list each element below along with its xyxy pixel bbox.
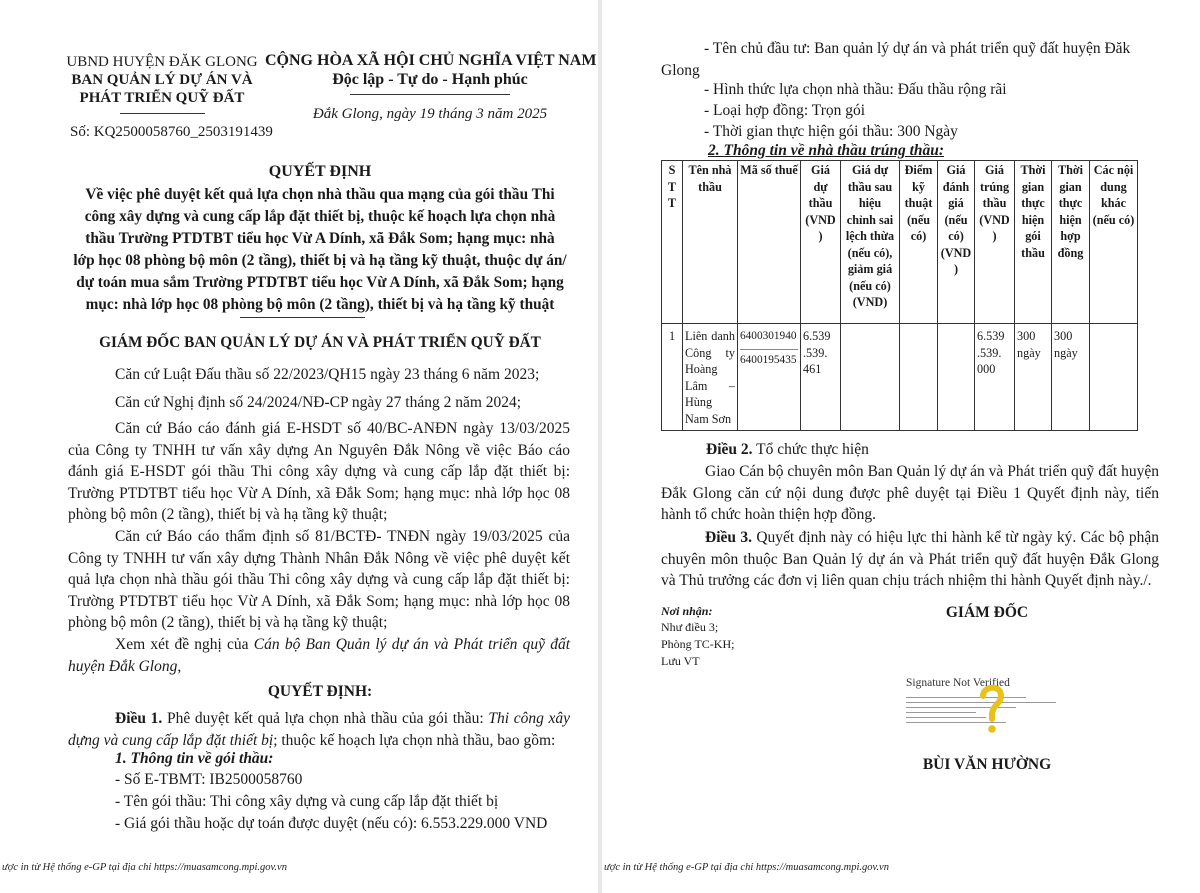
signer-title: GIÁM ĐỐC [945, 604, 1029, 621]
recipients-label: Nơi nhận: [661, 604, 713, 618]
column-header: Tên nhà thầu [683, 161, 738, 324]
tax-code-2: 6400195435 [740, 353, 797, 366]
recipient: Lưu VT [661, 654, 700, 668]
column-header: Giá dự thầu sau hiệu chỉnh sai lệch thừa (nếu có), giảm giá (nếu có) (VND) [841, 161, 900, 324]
legal-basis-decree: Căn cứ Nghị định số 24/2024/NĐ-CP ngày 27 tháng 2 năm 2024; [115, 394, 522, 411]
signature-status: Signature Not Verified [906, 677, 1010, 689]
article-1-text-end: ; thuộc kế hoạch lựa chọn nhà thầu, bao gồm: [273, 731, 556, 749]
column-header: S T T [662, 161, 683, 324]
selection-method: - Hình thức lựa chọn nhà thầu: Đấu thầu rộng rãi [704, 81, 1007, 98]
issue-date: Đắk Glong, ngày 19 tháng 3 năm 2025 [312, 106, 548, 122]
investor-name: - Tên chủ đầu tư: Ban quản lý dự án và phát triển quỹ đất huyện Đăk [704, 40, 1131, 57]
cell-other [1090, 324, 1138, 431]
package-price: - Giá gói thầu hoặc dự toán được duyệt (nếu có): 6.553.229.000 VND [115, 815, 548, 832]
contract-type: - Loại hợp đồng: Trọn gói [704, 102, 866, 119]
article-3-label: Điều 3. [705, 529, 752, 546]
subject-line: thầu Trường PTDTBT tiểu học Vừ A Dính, xã Đắk Som; hạng mục: nhà [85, 230, 555, 247]
article-1-label: Điều 1. [115, 710, 163, 727]
cell-contract-duration: 300 ngày [1052, 324, 1090, 431]
tax-code-1: 6400301940 [740, 330, 797, 342]
legal-basis-law: Căn cứ Luật Đấu thầu số 22/2023/QH15 ngày 23 tháng 6 năm 2023; [115, 366, 540, 383]
header-left-divider [120, 113, 205, 114]
article-2-heading [706, 441, 869, 459]
unit-name-line1: BAN QUẢN LÝ DỰ ÁN VÀ [71, 72, 253, 88]
investor-name-continued: Glong [661, 62, 700, 79]
subject-line: lớp học 08 phòng bộ môn (2 tầng), thiết bị và hạ tầng kỹ thuật, thuộc dự án/ [73, 252, 567, 269]
subject-line: dự toán mua sắm Trường PTDTBT tiểu học Vừ A Dính, xã Đắk Som; hạng [76, 274, 564, 291]
article-1-package: Thi công xây dựng và cung cấp lắp đặt thiết bị [68, 710, 571, 749]
subject-line: công xây dựng và cung cấp lắp đặt thiết bị, thuộc kế hoạch lựa chọn nhà [84, 208, 556, 225]
recipient: Như điều 3; [661, 620, 719, 634]
unverified-question-mark-icon [978, 681, 1006, 737]
legal-basis-evaluation-report: Căn cứ Báo cáo đánh giá E-HSDT số 40/BC-ANĐN ngày 13/03/2025 của Công ty TNHH tư vấn xây dựng An Nguyên Đắk Nông về việc Báo cáo đánh giá E-HSDT gói thầu Thi công xây dựng và cung cấp lắp đặt thiết bị: Trường PTDTBT tiểu học Vừ A Dính, xã Đắk Som; hạng mục: nhà lớp học 08 phòng bộ môn (2 tầng), thiết bị và hạ tầng kỹ thuật; [68, 420, 570, 523]
signature-detail-line [906, 712, 976, 713]
cell-eval-price [938, 324, 975, 431]
document-number: Số: KQ2500058760_2503191439 [70, 124, 273, 140]
cell-adjusted-price [841, 324, 900, 431]
consideration-proposer: Cán bộ Ban Quản lý dự án và Phát triển quỹ đất huyện Đắk Glong, [68, 636, 570, 675]
legal-basis-appraisal-report: Căn cứ Báo cáo thẩm định số 81/BCTĐ- TNĐN ngày 19/03/2025 của Công ty TNHH tư vấn xây dựng Thành Nhân Đắk Nông về việc phê duyệt kết quả lựa chọn nhà thầu gói thầu Thi công xây dựng và cung cấp lắp đặt thiết bị: Trường PTDTBT tiểu học Vừ A Dính, xã Đắk Som; hạng mục: nhà lớp học 08 phòng bộ môn (2 tầng), thiết bị và hạ tầng kỹ thuật; [68, 528, 570, 631]
signature-detail-line [906, 717, 986, 718]
document-title: QUYẾT ĐỊNH [268, 163, 372, 180]
column-header: Các nội dung khác (nếu có) [1090, 161, 1138, 324]
tax-code-divider [740, 349, 798, 350]
consideration-prefix: Xem xét đề nghị của [115, 636, 254, 653]
subject-divider [240, 317, 365, 318]
package-name: - Tên gói thầu: Thi công xây dựng và cung cấp lắp đặt thiết bị [115, 793, 499, 810]
cell-bid-price: 6.539 .539. 461 [801, 324, 841, 431]
page-footer: ược in từ Hệ thống e-GP tại địa chỉ https://muasamcong.mpi.gov.vn [604, 862, 889, 873]
cell-package-duration: 300 ngày [1015, 324, 1052, 431]
signer-name: BÙI VĂN HƯỜNG [922, 756, 1052, 773]
decision-heading: QUYẾT ĐỊNH: [267, 683, 373, 700]
article-2-title: Tổ chức thực hiện [752, 441, 869, 458]
consideration-paragraph [68, 634, 570, 677]
cell-tax-codes [738, 324, 801, 431]
cell-tech-score [900, 324, 938, 431]
column-header: Giá đánh giá (nếu có) (VND ) [938, 161, 975, 324]
column-header: Thời gian thực hiện hợp đồng [1052, 161, 1090, 324]
article-1-text: Phê duyệt kết quả lựa chọn nhà thầu của gói thầu: [162, 710, 489, 727]
winning-contractor-table [661, 160, 1138, 431]
issuing-authority: GIÁM ĐỐC BAN QUẢN LÝ DỰ ÁN VÀ PHÁT TRIỂN QUỸ ĐẤT [99, 334, 541, 351]
national-motto: Độc lập - Tự do - Hạnh phúc [332, 71, 528, 88]
article-1 [68, 708, 570, 751]
agency-name: UBND HUYỆN ĐĂK GLONG [66, 54, 258, 70]
digital-signature-stamp [902, 675, 1042, 737]
section-1-heading: 1. Thông tin về gói thầu: [115, 750, 274, 767]
recipient: Phòng TC-KH; [661, 637, 735, 651]
subject-line: mục: nhà lớp học 08 phòng bộ môn (2 tầng), thiết bị và hạ tầng kỹ thuật [85, 296, 555, 313]
page-footer: ược in từ Hệ thống e-GP tại địa chỉ https://muasamcong.mpi.gov.vn [2, 862, 287, 873]
subject-line: Về việc phê duyệt kết quả lựa chọn nhà thầu qua mạng của gói thầu Thi [85, 186, 555, 203]
article-3-text: Quyết định này có hiệu lực thi hành kể từ ngày ký. Các bộ phận chuyên môn thuộc Ban Quản lý dự án và Phát triển quỹ đất huyện Đắk Glong và Thủ trưởng các đơn vị liên quan chịu trách nhiệm thi hành Quyết định này./. [661, 529, 1160, 589]
package-duration: - Thời gian thực hiện gói thầu: 300 Ngày [704, 123, 958, 140]
header-right-divider [350, 94, 510, 95]
unit-name-line2: PHÁT TRIỂN QUỸ ĐẤT [79, 90, 245, 106]
cell-stt: 1 [662, 324, 683, 431]
signature-detail-line [906, 697, 1026, 698]
section-2-heading: 2. Thông tin về nhà thầu trúng thầu: [708, 142, 945, 159]
document-page-2 [602, 0, 1200, 893]
column-header: Giá trúng thầu (VND ) [975, 161, 1015, 324]
column-header: Mã số thuế [738, 161, 801, 324]
article-2-text: Giao Cán bộ chuyên môn Ban Quản lý dự án và Phát triển quỹ đất huyện Đắk Glong căn cứ nội dung được phê duyệt tại Điều 1 Quyết định này, tiến hành tổ chức hoàn thiện hợp đồng. [661, 463, 1159, 523]
document-subject [40, 184, 598, 316]
document-page-1 [0, 0, 598, 893]
column-header: Điểm kỹ thuật (nếu có) [900, 161, 938, 324]
table-header-row [662, 161, 1138, 324]
table-row [662, 324, 1138, 431]
cell-winning-price: 6.539 .539. 000 [975, 324, 1015, 431]
column-header: Giá dự thầu (VND ) [801, 161, 841, 324]
tender-notice-number: - Số E-TBMT: IB2500058760 [115, 771, 303, 788]
article-3 [661, 527, 1159, 592]
national-title: CỘNG HÒA XÃ HỘI CHỦ NGHĨA VIỆT NAM [265, 52, 597, 69]
column-header: Thời gian thực hiện gói thầu [1015, 161, 1052, 324]
cell-contractor: Liên danh Công ty Hoàng Lâm – Hùng Nam Sơn [683, 324, 738, 431]
article-2-label: Điều 2. [706, 441, 753, 458]
